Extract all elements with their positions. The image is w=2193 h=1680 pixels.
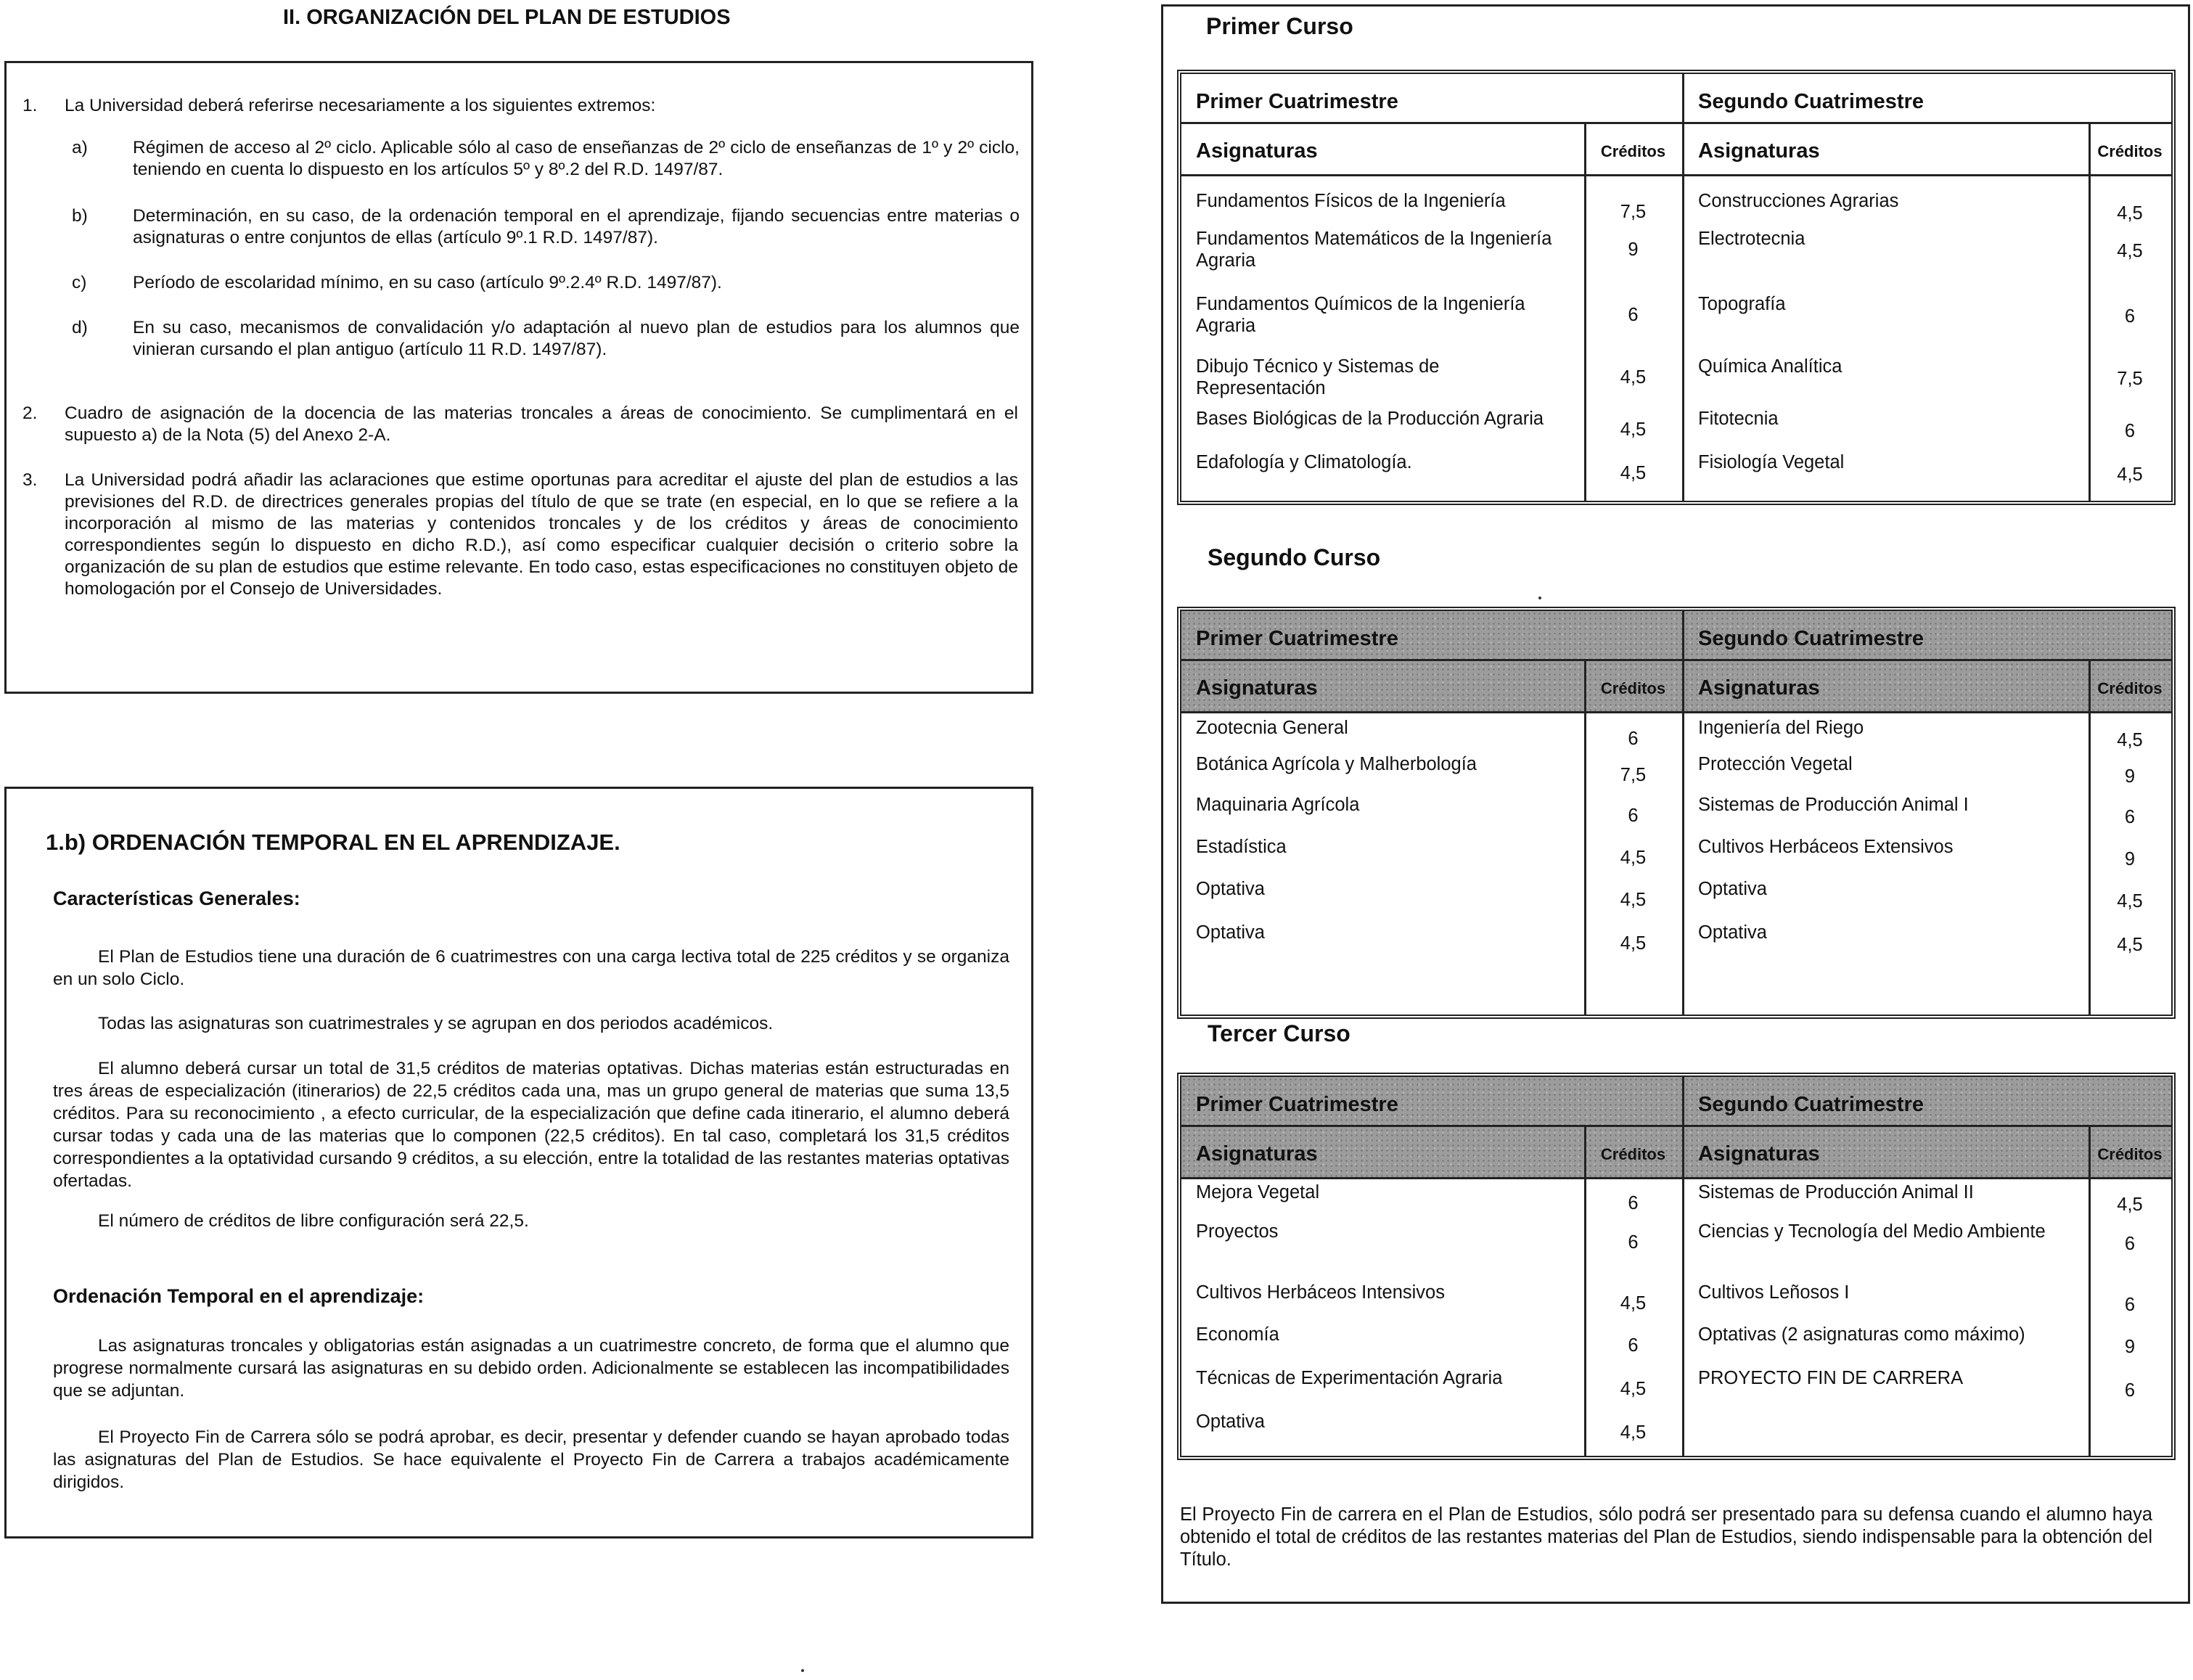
header-creditos: Créditos <box>2097 1145 2163 1163</box>
subject-credits: 9 <box>2124 849 2136 869</box>
subject-credits: 4,5 <box>1620 848 1647 868</box>
column-divider <box>1584 1125 1586 1456</box>
paragraph: Las asignaturas troncales y obligatorias están asignadas a un cuatrimestre concreto, de forma que el alumno que progrese normalmente cursará las asignaturas en su debido orden. Adicionalmente se establecen las incompatibilidades que se adjuntan. <box>53 1336 1009 1401</box>
subject-credits: 4,5 <box>2117 464 2143 485</box>
subject-name: Electrotecnia <box>1698 229 1805 249</box>
subject-credits: 4,5 <box>1620 890 1647 910</box>
column-divider <box>2089 659 2091 1015</box>
subject-name: Cultivos Herbáceos Intensivos <box>1196 1282 1445 1303</box>
subject-credits: 7,5 <box>1620 765 1647 785</box>
header-asignaturas: Asignaturas <box>1196 1142 1318 1165</box>
header-asignaturas: Asignaturas <box>1196 139 1318 163</box>
header-asignaturas: Asignaturas <box>1698 1142 1820 1165</box>
header-asignaturas: Asignaturas <box>1698 139 1820 163</box>
subject-credits: 9 <box>1628 239 1639 260</box>
section-title: 1.b) ORDENACIÓN TEMPORAL EN EL APRENDIZAJE. <box>46 829 620 855</box>
subject-credits: 6 <box>2124 1295 2136 1315</box>
subject-name: Zootecnia General <box>1196 718 1348 738</box>
course-title: Tercer Curso <box>1208 1020 1350 1046</box>
subject-credits: 6 <box>2124 1380 2136 1401</box>
subject-name: Bases Biológicas de la Producción Agraria <box>1196 409 1544 429</box>
subject-name: Proyectos <box>1196 1221 1279 1242</box>
subject-name: Fundamentos Químicos de la Ingeniería Agraria <box>1196 294 1525 336</box>
paragraph: El número de créditos de libre configuración será 22,5. <box>98 1211 529 1231</box>
subject-name: Botánica Agrícola y Malherbología <box>1196 754 1477 774</box>
subject-name: Fisiología Vegetal <box>1698 452 1845 472</box>
header-creditos: Créditos <box>1600 679 1666 697</box>
subject-credits: 6 <box>1628 806 1639 826</box>
section-subtitle: Ordenación Temporal en el aprendizaje: <box>53 1285 425 1307</box>
speck <box>1538 597 1541 599</box>
subject-name: Optativa <box>1196 922 1265 943</box>
header-primer-cuatrimestre: Primer Cuatrimestre <box>1196 1093 1398 1116</box>
subject-credits: 9 <box>2124 766 2136 787</box>
subject-name: Economía <box>1196 1324 1279 1345</box>
subject-credits: 4,5 <box>1620 367 1647 388</box>
subject-credits: 4,5 <box>1620 1379 1647 1399</box>
subject-name: Cultivos Leñosos I <box>1698 1282 1850 1303</box>
subject-credits: 6 <box>1628 1232 1639 1253</box>
column-divider <box>1682 74 1684 501</box>
subject-name: Dibujo Técnico y Sistemas de Representación <box>1196 356 1440 398</box>
subject-name: Mejora Vegetal <box>1196 1182 1320 1202</box>
subject-credits: 6 <box>1628 305 1639 325</box>
subject-credits: 6 <box>2124 1234 2136 1254</box>
subject-name: Edafología y Climatología. <box>1196 452 1412 472</box>
column-divider <box>1682 1077 1684 1456</box>
row-divider <box>1181 1177 2171 1179</box>
subject-name: Optativa <box>1196 879 1265 899</box>
row-divider <box>1181 174 2171 176</box>
subject-name: Optativas (2 asignaturas como máximo) <box>1698 1324 2025 1345</box>
column-divider <box>2089 122 2091 501</box>
subject-name: Estadística <box>1196 837 1287 857</box>
subject-name: Protección Vegetal <box>1698 754 1853 774</box>
header-segundo-cuatrimestre: Segundo Cuatrimestre <box>1698 627 1924 650</box>
course-title: Segundo Curso <box>1208 544 1381 570</box>
subject-name: Sistemas de Producción Animal II <box>1698 1182 1974 1202</box>
row-divider <box>1181 659 2171 661</box>
subject-credits: 4,5 <box>2117 730 2143 750</box>
subject-credits: 4,5 <box>2117 935 2143 955</box>
subject-credits: 4,5 <box>1620 463 1647 483</box>
subject-credits: 4,5 <box>2117 1195 2143 1215</box>
subject-credits: 4,5 <box>1620 419 1647 440</box>
paragraph: El Proyecto Fin de Carrera sólo se podrá aprobar, es decir, presentar y defender cuando se hayan aprobado todas las asignaturas del Plan de Estudios. Se hace equivalente el Proyecto Fin de Carrera a trabajos académicamente dirigidos. <box>53 1427 1009 1492</box>
column-divider <box>1584 122 1586 501</box>
footnote: El Proyecto Fin de carrera en el Plan de Estudios, sólo podrá ser presentado para su defensa cuando el alumno haya obtenido el total de créditos de las restantes materias del Plan de Estudios, siendo indispensable para la obtención del Título. <box>1180 1504 2152 1570</box>
subject-credits: 4,5 <box>2117 241 2143 261</box>
row-divider <box>1181 1125 2171 1127</box>
header-segundo-cuatrimestre: Segundo Cuatrimestre <box>1698 90 1924 113</box>
column-divider <box>2089 1125 2091 1456</box>
subject-name: Optativa <box>1196 1411 1265 1432</box>
subject-credits: 7,5 <box>2117 369 2143 389</box>
subject-name: Técnicas de Experimentación Agraria <box>1196 1368 1503 1388</box>
subject-credits: 7,5 <box>1620 202 1647 222</box>
subject-credits: 6 <box>1628 729 1639 749</box>
instructions-box: 1. La Universidad deberá referirse necesariamente a los siguientes extremos: a) Régimen de acceso al 2º ciclo. Aplicable sólo al caso de enseñanzas de 2º ciclo de enseñanzas de 1º y 2º ciclo, teniendo en cuenta lo dispuesto en los artículos 5º y 8º.2 del R.D. 1497/87. b) Determinación, en su caso, de la ordenación temporal en el aprendizaje, fijando secuencias entre materias o asignaturas o entre conjuntos de ellas (artículo 9º.1 R.D. 1497/87). c) Período de escolaridad mínimo, en su caso (artículo 9º.2.4º R.D. 1497/87). d) En su caso, mecanismos de convalidación y/o adaptación al nuevo plan de estudios para los alumnos que vinieran cursando el plan antiguo (artículo 11 R.D. 1497/87). 2. Cuadro de asignación de la docencia de las materias troncales a áreas de conocimiento. Se cumplimentará en el supuesto a) de la Nota (5) del Anexo 2-A. 3. La Universidad podrá añadir las aclaraciones que estime oportunas para acreditar el ajuste del plan de estudios a las previsiones del R.D. de directrices generales propias del título de que se trate (en especial, en lo que se refiere a la incorporación al mismo de las materias y contenidos troncales y de los créditos y áreas de conocimiento correspondientes según lo dispuesto en dicho R.D.), así como especificar cualquier decisión o criterio sobre la organización de su plan de estudios que estime relevante. En todo caso, estas especificaciones no constituyen objeto de homologación por el Consejo de Universidades. <box>4 61 1033 694</box>
subject-name: Fitotecnia <box>1698 409 1779 429</box>
subject-name: Ciencias y Tecnología del Medio Ambiente <box>1698 1221 2046 1242</box>
subject-name: Construcciones Agrarias <box>1698 191 1899 211</box>
header-primer-cuatrimestre: Primer Cuatrimestre <box>1196 90 1398 113</box>
speck <box>801 1669 804 1672</box>
header-creditos: Créditos <box>2097 679 2163 697</box>
subject-name: Topografía <box>1698 294 1786 314</box>
subject-credits: 4,5 <box>2117 891 2143 911</box>
header-creditos: Créditos <box>1600 142 1666 160</box>
subject-credits: 6 <box>2124 421 2136 441</box>
course-table-tercer <box>1177 1073 2176 1460</box>
subject-name: Ingeniería del Riego <box>1698 718 1864 738</box>
header-asignaturas: Asignaturas <box>1196 676 1318 700</box>
subject-credits: 4,5 <box>1620 1293 1647 1314</box>
subject-credits: 4,5 <box>2117 203 2143 224</box>
subject-credits: 6 <box>1628 1335 1639 1356</box>
section-subtitle: Características Generales: <box>53 888 300 909</box>
course-title: Primer Curso <box>1206 13 1353 39</box>
course-table-primer <box>1177 70 2176 505</box>
header-primer-cuatrimestre: Primer Cuatrimestre <box>1196 627 1398 650</box>
course-table-segundo <box>1177 607 2176 1019</box>
column-divider <box>1584 659 1586 1015</box>
subject-name: Cultivos Herbáceos Extensivos <box>1698 837 1954 857</box>
header-asignaturas: Asignaturas <box>1698 676 1820 700</box>
subject-credits: 4,5 <box>1620 933 1647 954</box>
header-creditos: Créditos <box>2097 142 2163 160</box>
subject-name: Sistemas de Producción Animal I <box>1698 795 1969 815</box>
subject-name: Química Analítica <box>1698 356 1842 377</box>
paragraph: Todas las asignaturas son cuatrimestrales y se agrupan en dos periodos académicos. <box>98 1014 774 1033</box>
header-creditos: Créditos <box>1600 1145 1666 1163</box>
row-divider <box>1181 711 2171 713</box>
subject-credits: 6 <box>2124 807 2136 827</box>
page-title: II. ORGANIZACIÓN DEL PLAN DE ESTUDIOS <box>283 6 731 29</box>
subject-name: Optativa <box>1698 879 1767 899</box>
column-divider <box>1682 611 1684 1015</box>
subject-credits: 9 <box>2124 1337 2136 1357</box>
subject-name: Fundamentos Matemáticos de la Ingeniería Agraria <box>1196 229 1552 271</box>
ordenacion-box <box>4 787 1033 1538</box>
subject-credits: 6 <box>1628 1193 1639 1213</box>
header-segundo-cuatrimestre: Segundo Cuatrimestre <box>1698 1093 1924 1116</box>
subject-name: Fundamentos Físicos de la Ingeniería <box>1196 191 1506 211</box>
paragraph: El Plan de Estudios tiene una duración de 6 cuatrimestres con una carga lectiva total de 225 créditos y se organiza en un solo Ciclo. <box>53 947 1009 989</box>
subject-credits: 6 <box>2124 306 2136 327</box>
paragraph: El alumno deberá cursar un total de 31,5 créditos de materias optativas. Dichas materias están estructuradas en tres áreas de especialización (itinerarios) de 22,5 créditos cada una, mas un grupo general de materias que suma 13,5 créditos. Para su reconocimiento , a efecto curricular, de la especialización que define cada itinerario, el alumno deberá cursar todas y cada una de las materias que lo componen (22,5 créditos). En tal caso, completará los 31,5 créditos correspondientes a la optatividad cursando 9 créditos, a su elección, entre la totalidad de las restantes materias optativas ofertadas. <box>53 1059 1009 1191</box>
subject-name: PROYECTO FIN DE CARRERA <box>1698 1368 1964 1388</box>
subject-name: Optativa <box>1698 922 1767 943</box>
subject-name: Maquinaria Agrícola <box>1196 795 1360 815</box>
row-divider <box>1181 122 2171 124</box>
subject-credits: 4,5 <box>1620 1422 1647 1443</box>
